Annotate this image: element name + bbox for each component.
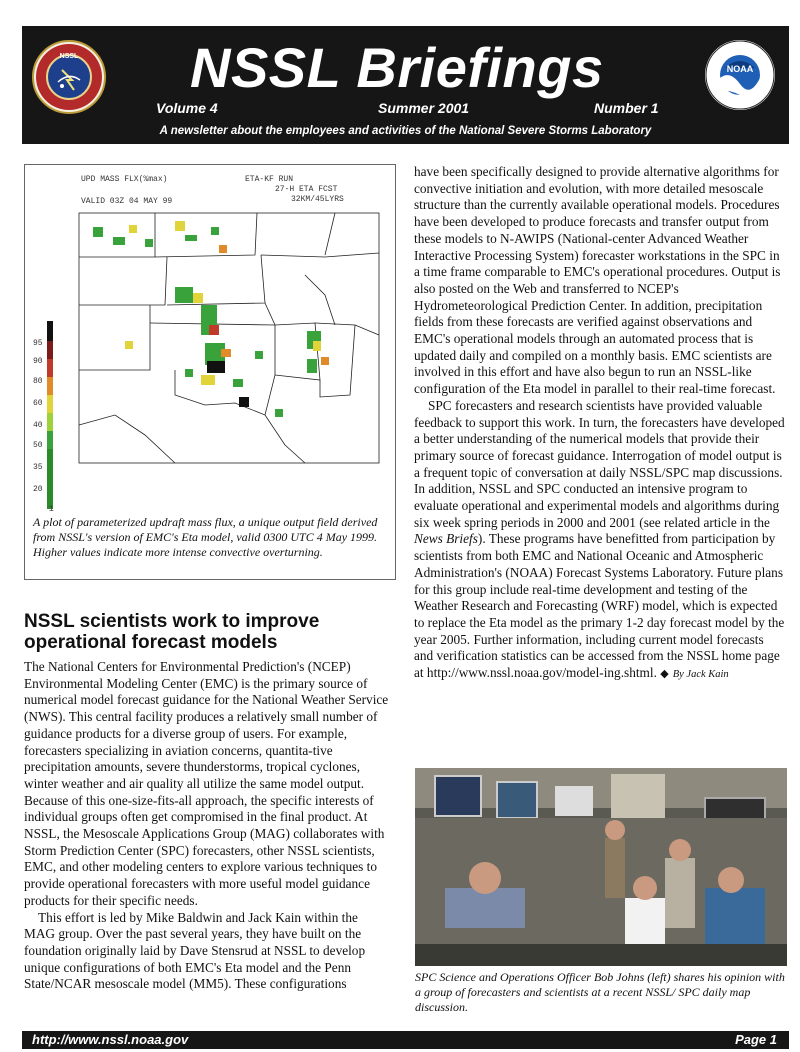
article-headline: NSSL scientists work to improve operational forecast models — [24, 611, 320, 653]
end-mark-icon: ◆ — [660, 668, 669, 681]
map-header-right-1: ETA-KF RUN — [245, 175, 294, 184]
article-paragraph: have been specifically designed to provide alternative algorithms for convective initiation and evolution, with more detailed mesoscale structure than the currently available operational models. Procedures have been developed to produce forecasts and transfer output from these models to N-AWIPS (National-center Advanced Weather Interactive Processing System) forecaster workstations in the SPC in a time frame comparable to EMC's operational procedures. Output is also posted on the Web and transferred to NCEP's Hydrometeorological Prediction Center. In addition, precipitation fields from these forecasts are verified against observations and EMC's operational models through an automated process that is updated daily and compiled on a monthly basis. EMC scientists are involved in this effort and have also begun to run an NSSL-like configuration of the Eta model in parallel to their real-time forecast. — [414, 164, 781, 397]
article-paragraph: The National Centers for Environmental Prediction's (NCEP) Environmental Modeling Center (EMC) is the primary source of numerical model forecast guidance for the National Weather Service (NWS). This central facility produces a relatively small number of guidance products for a diverse group of users. For example, forecasters specializing in aviation concerns, quantita-tive precipitation amounts, severe thunderstorms, tropical cyclones, winter weather and air quality all utilize the same model output. Because of this one-size-fits-all approach, the specific interests of individual groups often get compromised in the final product. At NSSL, the Mesoscale Applications Group (MAG) collaborates with Storm Prediction Center (SPC) forecasters, other NSSL scientists, EMC, and other modeling centers to explore various techniques to provide operational forecasters with more useful model guidance products for their specific needs. — [24, 659, 389, 908]
scale-label-40: 40 — [33, 421, 43, 430]
color-scale — [33, 321, 54, 513]
map-header-left-1: UPD MASS FLX(%max) — [81, 175, 168, 184]
scale-label-50: 50 — [33, 441, 43, 450]
season-label: Summer 2001 — [378, 100, 470, 116]
photo-caption: SPC Science and Operations Officer Bob Johns (left) shares his opinion with a group of forecasters and scientists at a recent NSSL/ SPC daily map discussion. — [415, 970, 785, 1014]
map-header-right-2: 27-H ETA FCST — [275, 185, 338, 194]
map-header-left-2: VALID 03Z 04 MAY 99 — [81, 197, 173, 206]
newsletter-title: NSSL Briefings — [190, 36, 604, 99]
scale-label-20: 20 — [33, 485, 43, 494]
tagline: A newsletter about the employees and activities of the National Severe Storms Laboratory — [159, 125, 652, 137]
page-number: Page 1 — [735, 1032, 777, 1047]
updraft-mass-flux-map — [25, 165, 395, 513]
scale-label-1: 1 — [49, 505, 54, 513]
masthead — [22, 26, 789, 144]
scale-label-90: 90 — [33, 357, 43, 366]
nssl-logo — [32, 40, 106, 114]
article-paragraph: This effort is led by Mike Baldwin and Jack Kain within the MAG group. Over the past several years, they have built on the foundation originally laid by Dave Stensrud at NSSL to develop unique configurations of both EMC's Eta model and the Penn State/NCAR mesoscale model (MM5). These configurations — [24, 909, 366, 992]
convective-cells — [93, 221, 329, 417]
article-paragraph — [414, 398, 786, 684]
byline: By Jack Kain — [672, 669, 729, 681]
svg-text:NOAA: NOAA — [726, 64, 754, 74]
noaa-logo — [705, 40, 775, 110]
figure-caption: A plot of parameterized updraft mass flux, a unique output field derived from NSSL's version of EMC's Eta model, valid 0300 UTC 4 May 1999. Higher values indicate more intense convective overturning. — [33, 515, 378, 559]
issue-number-label: Number 1 — [594, 100, 659, 116]
footer-bar — [22, 1031, 789, 1049]
map-discussion-photo — [415, 768, 787, 966]
figure-box — [24, 164, 396, 580]
scale-label-60: 60 — [33, 399, 43, 408]
article-column-2 — [414, 164, 786, 684]
scale-label-80: 80 — [33, 377, 43, 386]
paragraph-text: ). These programs have benefitted from participation by scientists from both EMC and National Oceanic and Atmospheric Administration's (NOAA) Forecast Systems Laboratory. Future plans for this group include real-time development and testing of the Weather Research and Forecasting (WRF) model, which is expected to replace the Eta model as the primary 1-2 day forecast model by the year 2005. Further information, including current model forecasts and verification statistics can be accessed from the NSSL home page at http://www.nssl.noaa.gov/model-ing.shtml. — [414, 531, 785, 681]
news-briefs-reference: News Briefs — [414, 531, 478, 547]
paragraph-text: SPC forecasters and research scientists have provided valuable feedback to support this work. In turn, the forecasters have developed a better understanding of the numerical models that provide their primary source of forecast guidance. Interrogation of model output is a frequent topic of conversation at daily NSSL/SPC map discussions. In addition, NSSL and SPC conducted an intensive program to evaluate operational and experimental models and algorithms during six week spring periods in 2000 and 2001 (see related article in the — [414, 397, 785, 530]
volume-label: Volume 4 — [156, 100, 218, 116]
website-link[interactable]: http://www.nssl.noaa.gov — [32, 1032, 189, 1047]
article-column-1 — [24, 659, 390, 993]
state-boundaries — [79, 213, 379, 463]
scale-label-95: 95 — [33, 339, 43, 348]
map-header-right-3: 32KM/45LYRS — [291, 195, 344, 204]
scale-label-35: 35 — [33, 463, 43, 472]
svg-text:NSSL: NSSL — [59, 53, 79, 60]
